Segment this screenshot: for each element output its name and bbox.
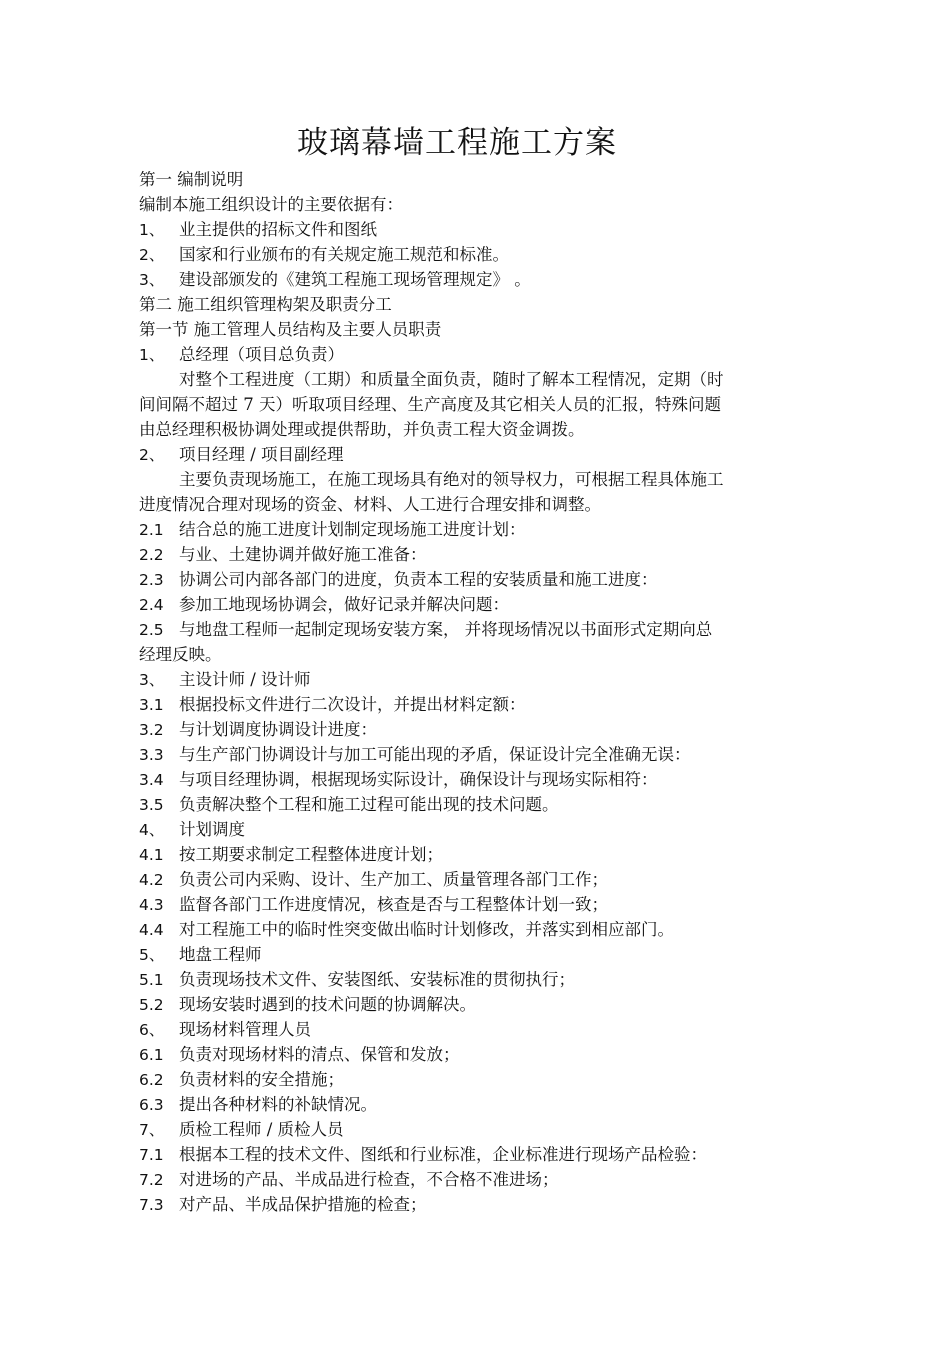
item-number: 2.2: [139, 546, 164, 564]
line-text: 现场材料管理人员: [179, 1020, 311, 1039]
line-text: 与生产部门协调设计与加工可能出现的矛盾，保证设计完全准确无误：: [179, 745, 691, 764]
item-number: 7.1: [139, 1146, 164, 1164]
text-line: [139, 442, 799, 467]
text-line: [139, 167, 799, 192]
text-line: [139, 542, 799, 567]
item-number: 3.2: [139, 721, 164, 739]
line-text: 对产品、半成品保护措施的检查；: [179, 1195, 427, 1214]
text-line: [139, 742, 799, 767]
text-line: [139, 817, 799, 842]
text-line: [139, 367, 799, 392]
text-line: [139, 617, 799, 642]
line-text: 与地盘工程师一起制定现场安装方案， 并将现场情况以书面形式定期向总: [179, 620, 713, 639]
text-line: [139, 717, 799, 742]
text-line: [139, 667, 799, 692]
text-line: [139, 792, 799, 817]
item-number: 5、: [139, 946, 165, 964]
line-text: 对整个工程进度（工期）和质量全面负责，随时了解本工程情况，定期（时: [179, 370, 724, 389]
item-number: 3.3: [139, 746, 164, 764]
line-text: 主设计师 / 设计师: [179, 670, 311, 689]
item-number: 4.4: [139, 921, 164, 939]
line-text: 负责对现场材料的清点、保管和发放；: [179, 1045, 460, 1064]
line-text: 监督各部门工作进度情况，核查是否与工程整体计划一致；: [179, 895, 608, 914]
line-text: 地盘工程师: [179, 945, 262, 964]
document-body: [139, 167, 799, 1217]
text-line: [139, 392, 799, 417]
item-number: 7.3: [139, 1196, 164, 1214]
line-text: 负责现场技术文件、安装图纸、安装标准的贯彻执行；: [179, 970, 575, 989]
item-number: 4.1: [139, 846, 164, 864]
line-text: 与计划调度协调设计进度：: [179, 720, 377, 739]
text-line: [139, 517, 799, 542]
text-line: [139, 692, 799, 717]
text-line: [139, 1192, 799, 1217]
line-text: 按工期要求制定工程整体进度计划；: [179, 845, 443, 864]
item-number: 5.2: [139, 996, 164, 1014]
line-text: 参加工地现场协调会，做好记录并解决问题：: [179, 595, 509, 614]
text-line: [139, 1142, 799, 1167]
text-line: [139, 992, 799, 1017]
line-text: 提出各种材料的补缺情况。: [179, 1095, 377, 1114]
line-text: 第二 施工组织管理构架及职责分工: [139, 295, 392, 314]
line-text: 第一节 施工管理人员结构及主要人员职责: [139, 320, 442, 339]
text-line: [139, 292, 799, 317]
item-number: 4、: [139, 821, 165, 839]
line-text: 主要负责现场施工，在施工现场具有绝对的领导权力，可根据工程具体施工: [179, 470, 724, 489]
line-text: 与项目经理协调，根据现场实际设计，确保设计与现场实际相符：: [179, 770, 658, 789]
text-line: [139, 1117, 799, 1142]
line-text: 总经理（项目总负责）: [179, 345, 344, 364]
item-number: 4.3: [139, 896, 164, 914]
line-text: 第一 编制说明: [139, 170, 244, 189]
item-number: 3、: [139, 671, 165, 689]
text-line: [139, 492, 799, 517]
text-line: [139, 1042, 799, 1067]
item-number: 1、: [139, 221, 165, 239]
item-number: 1、: [139, 346, 165, 364]
line-text: 负责公司内采购、设计、生产加工、质量管理各部门工作；: [179, 870, 608, 889]
text-line: [139, 842, 799, 867]
line-text: 根据本工程的技术文件、图纸和行业标准，企业标准进行现场产品检验：: [179, 1145, 707, 1164]
item-number: 6.3: [139, 1096, 164, 1114]
item-number: 7.2: [139, 1171, 164, 1189]
item-number: 3.4: [139, 771, 164, 789]
line-text: 对进场的产品、半成品进行检查，不合格不准进场；: [179, 1170, 559, 1189]
item-number: 2.5: [139, 621, 164, 639]
text-line: [139, 592, 799, 617]
line-text: 计划调度: [179, 820, 245, 839]
item-number: 7、: [139, 1121, 165, 1139]
item-number: 5.1: [139, 971, 164, 989]
item-number: 4.2: [139, 871, 164, 889]
line-text: 现场安装时遇到的技术问题的协调解决。: [179, 995, 476, 1014]
line-text: 国家和行业颁布的有关规定施工规范和标准。: [179, 245, 509, 264]
text-line: [139, 1017, 799, 1042]
line-text: 结合总的施工进度计划制定现场施工进度计划：: [179, 520, 526, 539]
text-line: [139, 917, 799, 942]
text-line: [139, 867, 799, 892]
text-line: [139, 192, 799, 217]
text-line: [139, 1067, 799, 1092]
line-text: 进度情况合理对现场的资金、材料、人工进行合理安排和调整。: [139, 495, 601, 514]
line-text: 编制本施工组织设计的主要依据有：: [139, 195, 403, 214]
text-line: [139, 942, 799, 967]
text-line: [139, 967, 799, 992]
line-text: 负责解决整个工程和施工过程可能出现的技术问题。: [179, 795, 559, 814]
text-line: [139, 567, 799, 592]
text-line: [139, 242, 799, 267]
line-text: 质检工程师 / 质检人员: [179, 1120, 344, 1139]
text-line: [139, 267, 799, 292]
line-text: 负责材料的安全措施；: [179, 1070, 344, 1089]
line-text: 根据投标文件进行二次设计，并提出材料定额：: [179, 695, 526, 714]
text-line: [139, 317, 799, 342]
line-text: 项目经理 / 项目副经理: [179, 445, 344, 464]
item-number: 2.1: [139, 521, 164, 539]
line-text: 协调公司内部各部门的进度，负责本工程的安装质量和施工进度：: [179, 570, 658, 589]
document-title: 玻璃幕墙工程施工方案: [297, 125, 617, 161]
text-line: [139, 892, 799, 917]
item-number: 6.2: [139, 1071, 164, 1089]
text-line: [139, 1167, 799, 1192]
line-text: 业主提供的招标文件和图纸: [179, 220, 377, 239]
text-line: [139, 417, 799, 442]
line-text: 由总经理积极协调处理或提供帮助，并负责工程大资金调拨。: [139, 420, 585, 439]
item-number: 3.5: [139, 796, 164, 814]
item-number: 2.4: [139, 596, 164, 614]
text-line: [139, 217, 799, 242]
item-number: 3.1: [139, 696, 164, 714]
line-text: 与业、土建协调并做好施工准备：: [179, 545, 427, 564]
line-text: 经理反映。: [139, 645, 222, 664]
text-line: [139, 342, 799, 367]
text-line: [139, 767, 799, 792]
line-text: 对工程施工中的临时性突变做出临时计划修改，并落实到相应部门。: [179, 920, 674, 939]
line-text: 间间隔不超过 7 天）听取项目经理、生产高度及其它相关人员的汇报，特殊问题: [139, 395, 721, 414]
item-number: 3、: [139, 271, 165, 289]
item-number: 2.3: [139, 571, 164, 589]
item-number: 2、: [139, 446, 165, 464]
text-line: [139, 1092, 799, 1117]
text-line: [139, 642, 799, 667]
item-number: 2、: [139, 246, 165, 264]
text-line: [139, 467, 799, 492]
line-text: 建设部颁发的《建筑工程施工现场管理规定》 。: [179, 270, 531, 289]
item-number: 6.1: [139, 1046, 164, 1064]
item-number: 6、: [139, 1021, 165, 1039]
